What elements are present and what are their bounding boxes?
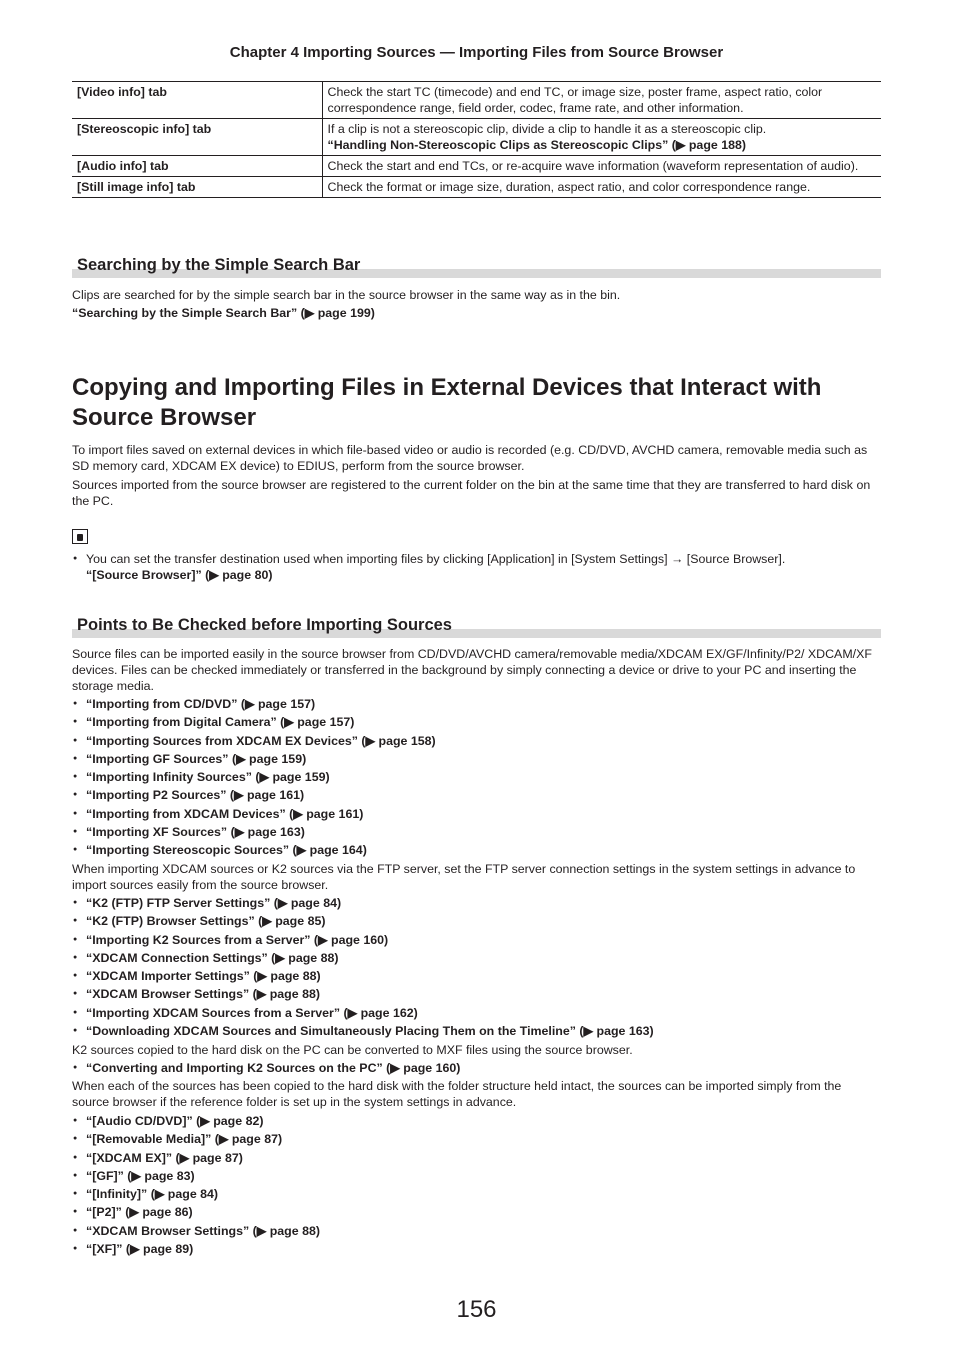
section-heading-points xyxy=(72,616,881,638)
running-head: Chapter 4 Importing Sources — Importing Files from Source Browser xyxy=(229,44,724,61)
list-item[interactable]: ● “K2 (FTP) FTP Server Settings” (▶ page 84) xyxy=(72,895,881,913)
list-item[interactable]: ● “XDCAM Connection Settings” (▶ page 88) xyxy=(72,950,881,968)
copying-paragraph: Sources imported from the source browser are registered to the current folder on the bin at the same time that they are transferred to hard disk on the PC. xyxy=(72,478,871,508)
table-row xyxy=(72,82,881,119)
table-desc-cell xyxy=(322,119,881,156)
list-item[interactable]: ● “[Removable Media]” (▶ page 87) xyxy=(72,1131,881,1149)
list-item[interactable]: ● “Importing Infinity Sources” (▶ page 159) xyxy=(72,769,881,787)
list-item[interactable]: ● “Importing Sources from XDCAM EX Devices” (▶ page 158) xyxy=(72,733,881,751)
list-item[interactable]: ● “[Infinity]” (▶ page 84) xyxy=(72,1186,881,1204)
list-item[interactable]: ● “XDCAM Browser Settings” (▶ page 88) xyxy=(72,1223,881,1241)
section-heading-text: Points to Be Checked before Importing Sources xyxy=(77,616,452,634)
simple-search-link[interactable]: “Searching by the Simple Search Bar” (▶ page 199) xyxy=(72,306,375,320)
list-item[interactable]: ● “[XF]” (▶ page 89) xyxy=(72,1241,881,1259)
list-item[interactable]: ● “XDCAM Importer Settings” (▶ page 88) xyxy=(72,968,881,986)
list-item[interactable]: ● “Importing from XDCAM Devices” (▶ page 161) xyxy=(72,806,881,824)
page-number: 156 xyxy=(456,1296,497,1323)
table-row xyxy=(72,156,881,177)
link-list xyxy=(72,696,881,861)
title-line: Copying and Importing Files in External Devices that Interact with xyxy=(72,374,822,401)
points-paragraph: Source files can be imported easily in the source browser from CD/DVD/AVCHD camera/removable media/XDCAM EX/GF/Infinity/P2/ XDCAM/XF devices. Files can be checked immediately or transferred in the background by simply connecting a device or drive to your PC and inserting the storage media. xyxy=(72,647,872,693)
list-item[interactable]: ● “[XDCAM EX]” (▶ page 87) xyxy=(72,1150,881,1168)
list-item[interactable]: ● “Importing from Digital Camera” (▶ page 157) xyxy=(72,714,881,732)
list-item[interactable]: ● “[P2]” (▶ page 86) xyxy=(72,1204,881,1222)
link-list xyxy=(72,895,881,1041)
list-item[interactable]: ● “Importing P2 Sources” (▶ page 161) xyxy=(72,787,881,805)
points-paragraph: When importing XDCAM sources or K2 sources via the FTP server, set the FTP server connection settings in the system settings in advance to import sources easily from the source browser. xyxy=(72,862,856,892)
chapter-section-title xyxy=(72,373,881,433)
list-item[interactable]: ● “Importing from CD/DVD” (▶ page 157) xyxy=(72,696,881,714)
note-bullet xyxy=(72,551,881,583)
link-list xyxy=(72,1113,881,1259)
list-item[interactable]: ● “Importing GF Sources” (▶ page 159) xyxy=(72,751,881,769)
copying-paragraph: To import files saved on external devices in which file-based video or audio is recorded (e.g. CD/DVD, AVCHD camera, removable media such as SD memory card, XDCAM EX device) to EDIUS, perform from the source browser. xyxy=(72,443,868,473)
list-item[interactable]: ● “Importing XF Sources” (▶ page 163) xyxy=(72,824,881,842)
list-item[interactable]: ● “Importing K2 Sources from a Server” (▶ page 160) xyxy=(72,932,881,950)
table-desc: Check the format or image size, duration, aspect ratio, and color correspondence range. xyxy=(322,177,881,198)
title-line: Source Browser xyxy=(72,404,257,431)
list-item[interactable]: ● “Importing Stereoscopic Sources” (▶ page 164) xyxy=(72,842,881,860)
points-paragraph: When each of the sources has been copied to the hard disk with the folder structure held intact, the sources can be imported simply from the source browser if the reference folder is set up in the system settings in advance. xyxy=(72,1079,842,1109)
list-item[interactable]: ● “[Audio CD/DVD]” (▶ page 82) xyxy=(72,1113,881,1131)
table-desc: Check the start and end TCs, or re-acquire wave information (waveform representation of audio). xyxy=(322,156,881,177)
note-link[interactable]: “[Source Browser]” (▶ page 80) xyxy=(86,568,273,582)
table-desc: Check the start TC (timecode) and end TC, or image size, poster frame, aspect ratio, color correspondence range, field order, codec, frame rate, and other information. xyxy=(322,82,881,119)
list-item[interactable]: ● “XDCAM Browser Settings” (▶ page 88) xyxy=(72,986,881,1004)
list-item[interactable]: ● “Converting and Importing K2 Sources on the PC” (▶ page 160) xyxy=(72,1060,881,1078)
table-key: [Audio info] tab xyxy=(72,156,322,177)
list-item[interactable]: ● “Importing XDCAM Sources from a Server” (▶ page 162) xyxy=(72,1005,881,1023)
section-heading-text: Searching by the Simple Search Bar xyxy=(77,256,361,274)
points-paragraph: K2 sources copied to the hard disk on the PC can be converted to MXF files using the source browser. xyxy=(72,1043,633,1057)
note-icon xyxy=(72,529,88,544)
table-row xyxy=(72,119,881,156)
list-item[interactable]: ● “[GF]” (▶ page 83) xyxy=(72,1168,881,1186)
note-text: You can set the transfer destination used when importing files by clicking [Application] in [System Settings] → [Source Browser]. xyxy=(86,552,786,566)
link-list xyxy=(72,1060,881,1078)
table-link[interactable]: “Handling Non-Stereoscopic Clips as Stereoscopic Clips” (▶ page 188) xyxy=(327,138,747,152)
list-item[interactable]: ● “K2 (FTP) Browser Settings” (▶ page 85) xyxy=(72,913,881,931)
table-key: [Still image info] tab xyxy=(72,177,322,198)
simple-search-body: Clips are searched for by the simple search bar in the source browser in the same way as in the bin. xyxy=(72,288,621,302)
tab-info-table xyxy=(72,82,881,198)
table-desc: If a clip is not a stereoscopic clip, divide a clip to handle it as a stereoscopic clip. xyxy=(327,122,767,136)
table-key: [Stereoscopic info] tab xyxy=(72,119,322,156)
list-item[interactable]: ● “Downloading XDCAM Sources and Simultaneously Placing Them on the Timeline” (▶ page 163) xyxy=(72,1023,881,1041)
table-key: [Video info] tab xyxy=(72,82,322,119)
section-heading-simple-search xyxy=(72,256,881,278)
table-row xyxy=(72,177,881,198)
